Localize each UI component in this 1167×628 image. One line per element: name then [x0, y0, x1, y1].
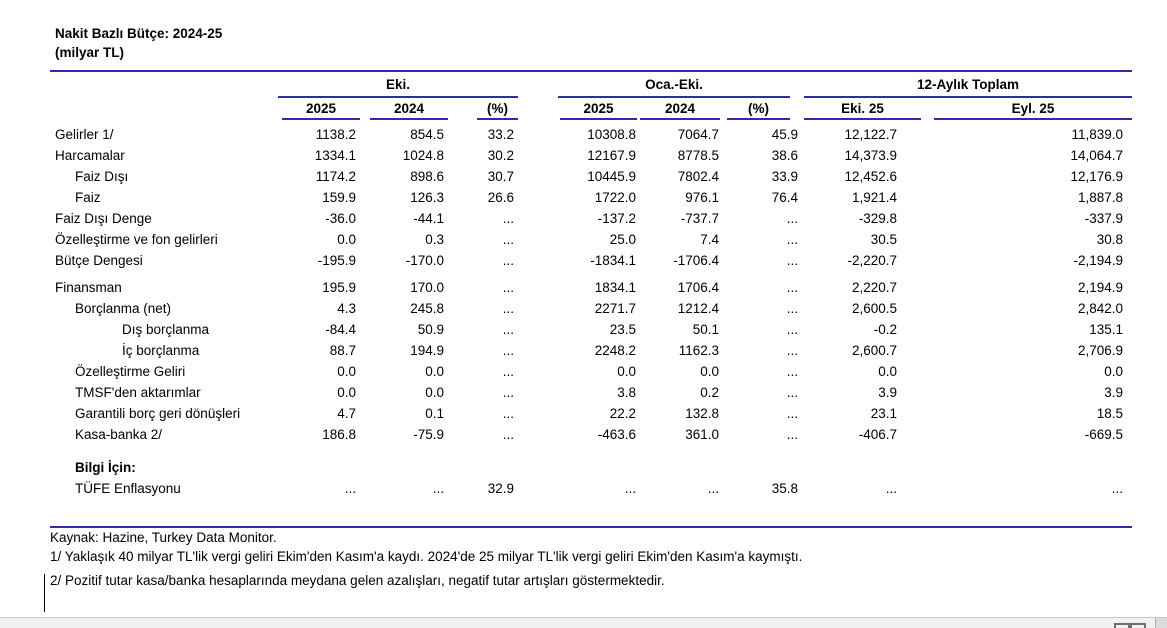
- scrollbar-corner: [1155, 618, 1167, 628]
- cell-value: -463.6: [597, 427, 636, 442]
- cell-value: ...: [624, 481, 636, 496]
- column-header: 2024: [640, 98, 720, 120]
- column-header: Eki. 25: [804, 98, 921, 120]
- cell-value: 10308.8: [587, 127, 636, 142]
- cell-value: 2,600.7: [851, 343, 897, 358]
- cell-value: -36.0: [325, 211, 356, 226]
- row-label: Faiz Dışı Denge: [55, 211, 152, 226]
- cell-value: 2,600.5: [851, 301, 897, 316]
- source-note: Kaynak: Hazine, Turkey Data Monitor.: [50, 530, 277, 545]
- cell-value: ...: [502, 385, 514, 400]
- cell-value: ...: [786, 232, 798, 247]
- cell-value: [278, 457, 362, 478]
- cell-value: 0.0: [878, 364, 897, 379]
- cell-value: 0.0: [617, 364, 636, 379]
- cell-value: 1,887.8: [1077, 190, 1123, 205]
- cell-value: 2,706.9: [1077, 343, 1123, 358]
- cell-value: 0.1: [425, 406, 444, 421]
- cell-value: 12,452.6: [844, 169, 897, 184]
- pages-icon[interactable]: [1114, 623, 1130, 628]
- cell-value: 23.1: [870, 406, 897, 421]
- row-label: Bütçe Dengesi: [55, 253, 143, 268]
- cell-value: 30.7: [487, 169, 514, 184]
- cell-value: ...: [502, 406, 514, 421]
- cell-value: 0.3: [425, 232, 444, 247]
- cell-value: ...: [786, 322, 798, 337]
- cell-value: 7.4: [700, 232, 719, 247]
- cell-value: 0.0: [337, 364, 356, 379]
- cell-value: -329.8: [858, 211, 897, 226]
- row-label: TMSF'den aktarımlar: [75, 385, 201, 400]
- cell-value: ...: [432, 481, 444, 496]
- cell-value: 12,122.7: [844, 127, 897, 142]
- column-group-12-aylik: 12-Aylık Toplam: [804, 72, 1132, 98]
- cell-value: 76.4: [771, 190, 798, 205]
- text-cursor: [44, 574, 45, 612]
- cell-value: -75.9: [413, 427, 444, 442]
- cell-value: -406.7: [858, 427, 897, 442]
- cell-value: 245.8: [410, 301, 444, 316]
- table-title-block: [55, 24, 222, 62]
- table-footnotes: [50, 528, 802, 590]
- cell-value: ...: [786, 427, 798, 442]
- cell-value: ...: [786, 343, 798, 358]
- column-header: Eyl. 25: [934, 98, 1132, 120]
- cell-value: 30.5: [870, 232, 897, 247]
- row-label: TÜFE Enflasyonu: [75, 481, 181, 496]
- row-label: Faiz: [75, 190, 101, 205]
- column-header: 2025: [560, 98, 637, 120]
- cell-value: 195.9: [322, 280, 356, 295]
- cell-value: ...: [1111, 481, 1123, 496]
- cell-value: ...: [707, 481, 719, 496]
- cell-value: 30.8: [1096, 232, 1123, 247]
- row-label: Özelleştirme ve fon gelirleri: [55, 232, 218, 247]
- cell-value: ...: [502, 280, 514, 295]
- column-header: (%): [477, 98, 518, 120]
- cell-value: 170.0: [410, 280, 444, 295]
- horizontal-scrollbar[interactable]: [0, 617, 1167, 628]
- pages-icon[interactable]: [1130, 623, 1146, 628]
- cell-value: 1706.4: [677, 280, 719, 295]
- cell-value: ...: [786, 406, 798, 421]
- cell-value: 186.8: [322, 427, 356, 442]
- budget-table: [50, 70, 1132, 528]
- cell-value: 4.3: [337, 301, 356, 316]
- row-label: Finansman: [55, 280, 122, 295]
- cell-value: [638, 457, 722, 478]
- cell-value: -44.1: [413, 211, 444, 226]
- cell-value: 14,373.9: [844, 148, 897, 163]
- row-label: İç borçlanma: [122, 343, 200, 358]
- cell-value: ...: [786, 385, 798, 400]
- cell-value: 50.9: [417, 322, 444, 337]
- cell-value: 1138.2: [315, 127, 356, 142]
- cell-value: [544, 457, 638, 478]
- cell-value: -2,194.9: [1073, 253, 1123, 268]
- cell-value: ...: [786, 211, 798, 226]
- cell-value: ...: [502, 232, 514, 247]
- row-spacer: [50, 445, 1132, 457]
- cell-value: ...: [502, 343, 514, 358]
- cell-value: 23.5: [609, 322, 636, 337]
- cell-value: 126.3: [410, 190, 444, 205]
- cell-value: ...: [502, 322, 514, 337]
- cell-value: ...: [502, 301, 514, 316]
- cell-value: ...: [344, 481, 356, 496]
- cell-value: 0.0: [1104, 364, 1123, 379]
- cell-value: 1334.1: [314, 148, 356, 163]
- row-label: Bilgi İçin:: [75, 460, 136, 475]
- cell-value: ...: [786, 301, 798, 316]
- table-subtitle: (milyar TL): [55, 45, 125, 60]
- cell-value: -1834.1: [590, 253, 636, 268]
- cell-value: ...: [786, 280, 798, 295]
- cell-value: 0.2: [700, 385, 719, 400]
- row-label: Dış borçlanma: [122, 322, 210, 337]
- cell-value: ...: [502, 364, 514, 379]
- cell-value: 1722.0: [594, 190, 636, 205]
- cell-value: 12167.9: [587, 148, 636, 163]
- cell-value: 25.0: [609, 232, 636, 247]
- cell-value: 361.0: [685, 427, 719, 442]
- cell-value: 32.9: [487, 481, 514, 496]
- cell-value: 3.8: [617, 385, 636, 400]
- row-label: Özelleştirme Geliri: [75, 364, 186, 379]
- cell-value: 159.9: [322, 190, 356, 205]
- cell-value: -84.4: [325, 322, 356, 337]
- cell-value: 2271.7: [594, 301, 636, 316]
- cell-value: 3.9: [878, 385, 897, 400]
- cell-value: 30.2: [487, 148, 514, 163]
- cell-value: 14,064.7: [1070, 148, 1123, 163]
- cell-value: 1174.2: [315, 169, 356, 184]
- cell-value: 854.5: [410, 127, 444, 142]
- column-header: 2025: [282, 98, 360, 120]
- cell-value: 22.2: [609, 406, 636, 421]
- cell-value: ...: [885, 481, 897, 496]
- cell-value: -195.9: [317, 253, 356, 268]
- column-header: 2024: [370, 98, 448, 120]
- cell-value: 2,194.9: [1077, 280, 1123, 295]
- cell-value: 2248.2: [594, 343, 636, 358]
- column-group-oca-eki: Oca.-Eki.: [558, 72, 790, 98]
- cell-value: ...: [502, 253, 514, 268]
- cell-value: 4.7: [337, 406, 356, 421]
- cell-value: 1212.4: [677, 301, 719, 316]
- cell-value: 1834.1: [594, 280, 636, 295]
- cell-value: 0.0: [425, 385, 444, 400]
- cell-value: 35.8: [771, 481, 798, 496]
- cell-value: 2,842.0: [1077, 301, 1123, 316]
- table-title: Nakit Bazlı Bütçe: 2024-25: [55, 26, 223, 41]
- cell-value: -137.2: [597, 211, 636, 226]
- cell-value: 898.6: [410, 169, 444, 184]
- cell-value: -0.2: [873, 322, 897, 337]
- cell-value: 1024.8: [402, 148, 444, 163]
- cell-value: 12,176.9: [1070, 169, 1123, 184]
- cell-value: 33.2: [487, 127, 514, 142]
- footnote-2: 2/ Pozitif tutar kasa/banka hesaplarında meydana gelen azalışları, negatif tutar artışları göstermektedir.: [50, 573, 665, 588]
- cell-value: [722, 457, 800, 478]
- cell-value: 7064.7: [677, 127, 719, 142]
- cell-value: 135.1: [1089, 322, 1123, 337]
- cell-value: 3.9: [1104, 385, 1123, 400]
- cell-value: 194.9: [410, 343, 444, 358]
- column-group-eki: Eki.: [278, 72, 518, 98]
- footnote-1: 1/ Yaklaşık 40 milyar TL'lik vergi geliri Ekim'den Kasım'a kaydı. 2024'de 25 milyar TL'lik vergi geliri Ekim'den Kasım'a kaymıştı.: [50, 549, 803, 564]
- cell-value: -669.5: [1084, 427, 1123, 442]
- cell-value: 18.5: [1096, 406, 1123, 421]
- cell-value: 1162.3: [678, 343, 719, 358]
- cell-value: [804, 457, 921, 478]
- cell-value: 10445.9: [587, 169, 636, 184]
- row-label: Borçlanma (net): [75, 301, 172, 316]
- cell-value: ...: [786, 364, 798, 379]
- row-label: Faiz Dışı: [75, 169, 129, 184]
- cell-value: 0.0: [337, 232, 356, 247]
- cell-value: 0.0: [425, 364, 444, 379]
- cell-value: 88.7: [329, 343, 356, 358]
- cell-value: 33.9: [771, 169, 798, 184]
- cell-value: 26.6: [487, 190, 514, 205]
- cell-value: 132.8: [685, 406, 719, 421]
- cell-value: 38.6: [771, 148, 798, 163]
- row-label: Gelirler 1/: [55, 127, 114, 142]
- cell-value: 1,921.4: [851, 190, 897, 205]
- cell-value: 7802.4: [677, 169, 719, 184]
- cell-value: -2,220.7: [847, 253, 897, 268]
- cell-value: [450, 457, 518, 478]
- cell-value: ...: [786, 253, 798, 268]
- cell-value: 8778.5: [677, 148, 719, 163]
- cell-value: [362, 457, 450, 478]
- row-label: Garantili borç geri dönüşleri: [75, 406, 241, 421]
- cell-value: -170.0: [405, 253, 444, 268]
- cell-value: -1706.4: [673, 253, 719, 268]
- cell-value: ...: [502, 427, 514, 442]
- cell-value: 0.0: [337, 385, 356, 400]
- cell-value: ...: [502, 211, 514, 226]
- cell-value: 11,839.0: [1071, 127, 1123, 142]
- column-header: (%): [727, 98, 790, 120]
- cell-value: -737.7: [680, 211, 719, 226]
- cell-value: 976.1: [685, 190, 719, 205]
- cell-value: 45.9: [771, 127, 798, 142]
- cell-value: -337.9: [1084, 211, 1123, 226]
- cell-value: 2,220.7: [851, 280, 897, 295]
- row-label: Kasa-banka 2/: [75, 427, 163, 442]
- cell-value: 50.1: [692, 322, 719, 337]
- cell-value: 0.0: [700, 364, 719, 379]
- cell-value: [934, 457, 1132, 478]
- row-label: Harcamalar: [55, 148, 125, 163]
